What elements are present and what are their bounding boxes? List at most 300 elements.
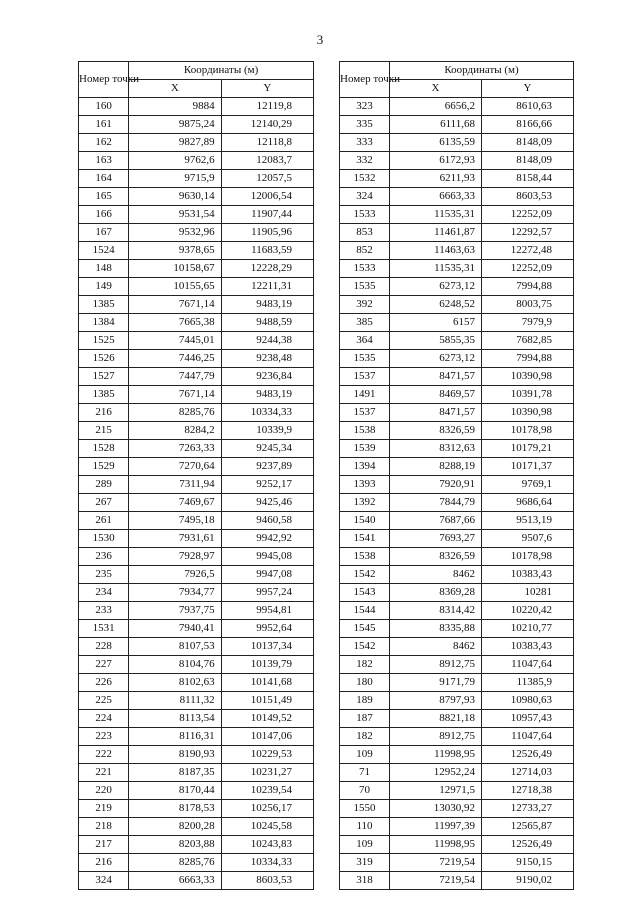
x-coordinate-cell: 12952,24: [390, 764, 482, 782]
y-coordinate-cell: 12006,54: [221, 188, 313, 206]
y-coordinate-cell: 12526,49: [482, 836, 574, 854]
point-number-cell: 110: [340, 818, 390, 836]
y-coordinate-cell: 9244,38: [221, 332, 313, 350]
table-row: [79, 422, 314, 440]
x-coordinate-cell: 7934,77: [129, 584, 221, 602]
point-number-cell: 165: [79, 188, 129, 206]
y-coordinate-cell: 9483,19: [221, 296, 313, 314]
y-coordinate-cell: 10281: [482, 584, 574, 602]
x-coordinate-cell: 6656,2: [390, 98, 482, 116]
y-coordinate-cell: 10391,78: [482, 386, 574, 404]
point-number-cell: 164: [79, 170, 129, 188]
x-coordinate-cell: 8288,19: [390, 458, 482, 476]
table-row: [340, 494, 574, 512]
y-coordinate-cell: 9150,15: [482, 854, 574, 872]
point-number-cell: 1526: [79, 350, 129, 368]
point-number-cell: 324: [340, 188, 390, 206]
y-coordinate-cell: 12083,7: [221, 152, 313, 170]
x-coordinate-cell: 8203,88: [129, 836, 221, 854]
x-coordinate-cell: 8335,88: [390, 620, 482, 638]
x-coordinate-cell: 8912,75: [390, 656, 482, 674]
point-number-cell: 226: [79, 674, 129, 692]
table-row: [340, 170, 574, 188]
table-row: [340, 638, 574, 656]
x-coordinate-cell: 8285,76: [129, 404, 221, 422]
x-coordinate-cell: 6135,59: [390, 134, 482, 152]
coordinates-table-right: [339, 61, 574, 890]
y-coordinate-cell: 10151,49: [221, 692, 313, 710]
table-row: [79, 188, 314, 206]
point-number-cell: 1535: [340, 350, 390, 368]
x-coordinate-cell: 7311,94: [129, 476, 221, 494]
table-row: [79, 206, 314, 224]
x-coordinate-cell: 8116,31: [129, 728, 221, 746]
x-coordinate-cell: 8462: [390, 566, 482, 584]
y-coordinate-cell: 10210,77: [482, 620, 574, 638]
x-coordinate-cell: 8170,44: [129, 782, 221, 800]
table-row: [79, 314, 314, 332]
y-coordinate-cell: 9483,19: [221, 386, 313, 404]
point-number-cell: 1385: [79, 296, 129, 314]
x-coordinate-cell: 8821,18: [390, 710, 482, 728]
table-row: [340, 458, 574, 476]
point-number-cell: 223: [79, 728, 129, 746]
table-row: [79, 260, 314, 278]
y-coordinate-cell: 12228,29: [221, 260, 313, 278]
table-row: [340, 224, 574, 242]
y-coordinate-cell: 12526,49: [482, 746, 574, 764]
table-row: [340, 296, 574, 314]
point-number-cell: 364: [340, 332, 390, 350]
point-number-cell: 180: [340, 674, 390, 692]
point-number-cell: 324: [79, 872, 129, 890]
x-coordinate-cell: 7263,33: [129, 440, 221, 458]
table-row: [79, 278, 314, 296]
y-coordinate-cell: 10141,68: [221, 674, 313, 692]
y-coordinate-cell: 10339,9: [221, 422, 313, 440]
x-coordinate-cell: 10158,67: [129, 260, 221, 278]
table-row: [340, 656, 574, 674]
y-coordinate-cell: 10149,52: [221, 710, 313, 728]
point-number-cell: 1529: [79, 458, 129, 476]
point-number-cell: 323: [340, 98, 390, 116]
y-coordinate-cell: 10383,43: [482, 638, 574, 656]
y-coordinate-cell: 12292,57: [482, 224, 574, 242]
y-coordinate-cell: 10229,53: [221, 746, 313, 764]
y-coordinate-cell: 12565,87: [482, 818, 574, 836]
y-coordinate-cell: 12057,5: [221, 170, 313, 188]
table-row: [340, 476, 574, 494]
x-coordinate-cell: 9532,96: [129, 224, 221, 242]
x-coordinate-cell: 9531,54: [129, 206, 221, 224]
point-number-cell: 182: [340, 728, 390, 746]
table-row: [79, 710, 314, 728]
x-coordinate-cell: 13030,92: [390, 800, 482, 818]
y-coordinate-cell: 9952,64: [221, 620, 313, 638]
y-coordinate-cell: 7994,88: [482, 350, 574, 368]
table-row: [79, 368, 314, 386]
x-coordinate-cell: 6111,68: [390, 116, 482, 134]
x-coordinate-cell: 8200,28: [129, 818, 221, 836]
point-number-cell: 1545: [340, 620, 390, 638]
table-row: [79, 620, 314, 638]
point-number-cell: 162: [79, 134, 129, 152]
point-number-cell: 1538: [340, 548, 390, 566]
point-number-cell: 215: [79, 422, 129, 440]
y-coordinate-cell: 8610,63: [482, 98, 574, 116]
y-coordinate-cell: 9954,81: [221, 602, 313, 620]
y-coordinate-cell: 9686,64: [482, 494, 574, 512]
y-coordinate-cell: 9460,58: [221, 512, 313, 530]
table-row: [79, 116, 314, 134]
table-row: [340, 260, 574, 278]
table-row: [79, 170, 314, 188]
x-coordinate-cell: 6172,93: [390, 152, 482, 170]
y-coordinate-cell: 7994,88: [482, 278, 574, 296]
table-row: [79, 818, 314, 836]
x-coordinate-cell: 8111,32: [129, 692, 221, 710]
table-row: [79, 638, 314, 656]
x-coordinate-cell: 6663,33: [390, 188, 482, 206]
y-coordinate-cell: 10178,98: [482, 548, 574, 566]
table-row: [79, 530, 314, 548]
x-coordinate-cell: 11535,31: [390, 206, 482, 224]
x-coordinate-cell: 7665,38: [129, 314, 221, 332]
point-number-cell: 233: [79, 602, 129, 620]
point-number-cell: 160: [79, 98, 129, 116]
point-number-cell: 319: [340, 854, 390, 872]
x-coordinate-cell: 8178,53: [129, 800, 221, 818]
table-row: [79, 746, 314, 764]
header-x: X: [390, 80, 482, 98]
point-number-cell: 216: [79, 404, 129, 422]
x-coordinate-cell: 11535,31: [390, 260, 482, 278]
point-number-cell: 1531: [79, 620, 129, 638]
y-coordinate-cell: 9513,19: [482, 512, 574, 530]
point-number-cell: 1538: [340, 422, 390, 440]
point-number-cell: 221: [79, 764, 129, 782]
y-coordinate-cell: 12252,09: [482, 260, 574, 278]
header-point-number: Номер точки: [340, 62, 390, 98]
x-coordinate-cell: 7469,67: [129, 494, 221, 512]
table-row: [79, 476, 314, 494]
table-row: [340, 710, 574, 728]
table-row: [79, 386, 314, 404]
table-row: [79, 98, 314, 116]
point-number-cell: 1394: [340, 458, 390, 476]
table-row: [340, 116, 574, 134]
header-point-number: Номер точки: [79, 62, 129, 98]
table-row: [79, 242, 314, 260]
y-coordinate-cell: 10171,37: [482, 458, 574, 476]
point-number-cell: 318: [340, 872, 390, 890]
y-coordinate-cell: 12714,03: [482, 764, 574, 782]
x-coordinate-cell: 8104,76: [129, 656, 221, 674]
x-coordinate-cell: 7928,97: [129, 548, 221, 566]
table-row: [340, 728, 574, 746]
y-coordinate-cell: 10220,42: [482, 602, 574, 620]
y-coordinate-cell: 10243,83: [221, 836, 313, 854]
point-number-cell: 167: [79, 224, 129, 242]
x-coordinate-cell: 8471,57: [390, 368, 482, 386]
y-coordinate-cell: 12252,09: [482, 206, 574, 224]
table-row: [79, 674, 314, 692]
table-row: [79, 872, 314, 890]
x-coordinate-cell: 11463,63: [390, 242, 482, 260]
table-row: [79, 656, 314, 674]
y-coordinate-cell: 9945,08: [221, 548, 313, 566]
y-coordinate-cell: 10137,34: [221, 638, 313, 656]
point-number-cell: 109: [340, 746, 390, 764]
point-number-cell: 333: [340, 134, 390, 152]
point-number-cell: 261: [79, 512, 129, 530]
table-row: [340, 764, 574, 782]
table-row: [79, 566, 314, 584]
point-number-cell: 163: [79, 152, 129, 170]
point-number-cell: 392: [340, 296, 390, 314]
point-number-cell: 219: [79, 800, 129, 818]
x-coordinate-cell: 7931,61: [129, 530, 221, 548]
x-coordinate-cell: 8797,93: [390, 692, 482, 710]
y-coordinate-cell: 9252,17: [221, 476, 313, 494]
x-coordinate-cell: 12971,5: [390, 782, 482, 800]
table-row: [340, 422, 574, 440]
point-number-cell: 1542: [340, 638, 390, 656]
x-coordinate-cell: 9171,79: [390, 674, 482, 692]
table-row: [340, 206, 574, 224]
table-row: [79, 728, 314, 746]
y-coordinate-cell: 8603,53: [482, 188, 574, 206]
y-coordinate-cell: 8148,09: [482, 134, 574, 152]
table-row: [79, 800, 314, 818]
table-row: [340, 872, 574, 890]
point-number-cell: 1550: [340, 800, 390, 818]
y-coordinate-cell: 9236,84: [221, 368, 313, 386]
y-coordinate-cell: 9942,92: [221, 530, 313, 548]
point-number-cell: 161: [79, 116, 129, 134]
point-number-cell: 1535: [340, 278, 390, 296]
y-coordinate-cell: 10147,06: [221, 728, 313, 746]
point-number-cell: 1530: [79, 530, 129, 548]
table-row: [79, 854, 314, 872]
y-coordinate-cell: 12733,27: [482, 800, 574, 818]
point-number-cell: 1525: [79, 332, 129, 350]
x-coordinate-cell: 7270,64: [129, 458, 221, 476]
x-coordinate-cell: 6663,33: [129, 872, 221, 890]
table-row: [340, 278, 574, 296]
y-coordinate-cell: 7979,9: [482, 314, 574, 332]
x-coordinate-cell: 8471,57: [390, 404, 482, 422]
y-coordinate-cell: 12211,31: [221, 278, 313, 296]
y-coordinate-cell: 8166,66: [482, 116, 574, 134]
x-coordinate-cell: 9827,89: [129, 134, 221, 152]
point-number-cell: 1527: [79, 368, 129, 386]
y-coordinate-cell: 9957,24: [221, 584, 313, 602]
table-row: [79, 224, 314, 242]
point-number-cell: 149: [79, 278, 129, 296]
table-row: [79, 494, 314, 512]
point-number-cell: 289: [79, 476, 129, 494]
y-coordinate-cell: 9190,02: [482, 872, 574, 890]
x-coordinate-cell: 5855,35: [390, 332, 482, 350]
table-row: [79, 332, 314, 350]
x-coordinate-cell: 7671,14: [129, 296, 221, 314]
y-coordinate-cell: 12272,48: [482, 242, 574, 260]
point-number-cell: 1532: [340, 170, 390, 188]
point-number-cell: 216: [79, 854, 129, 872]
header-y: Y: [221, 80, 313, 98]
y-coordinate-cell: 9425,46: [221, 494, 313, 512]
x-coordinate-cell: 7446,25: [129, 350, 221, 368]
table-row: [340, 98, 574, 116]
table-row: [79, 458, 314, 476]
y-coordinate-cell: 12718,38: [482, 782, 574, 800]
x-coordinate-cell: 7687,66: [390, 512, 482, 530]
y-coordinate-cell: 9769,1: [482, 476, 574, 494]
y-coordinate-cell: 12119,8: [221, 98, 313, 116]
x-coordinate-cell: 11461,87: [390, 224, 482, 242]
table-row: [79, 404, 314, 422]
table-row: [340, 350, 574, 368]
y-coordinate-cell: 8003,75: [482, 296, 574, 314]
x-coordinate-cell: 8912,75: [390, 728, 482, 746]
point-number-cell: 148: [79, 260, 129, 278]
x-coordinate-cell: 7693,27: [390, 530, 482, 548]
table-row: [340, 332, 574, 350]
point-number-cell: 225: [79, 692, 129, 710]
table-row: [340, 548, 574, 566]
x-coordinate-cell: 7937,75: [129, 602, 221, 620]
x-coordinate-cell: 9630,14: [129, 188, 221, 206]
point-number-cell: 1543: [340, 584, 390, 602]
point-number-cell: 235: [79, 566, 129, 584]
x-coordinate-cell: 8285,76: [129, 854, 221, 872]
point-number-cell: 1491: [340, 386, 390, 404]
header-coordinates: Координаты (м): [129, 62, 314, 80]
y-coordinate-cell: 10239,54: [221, 782, 313, 800]
table-row: [340, 530, 574, 548]
x-coordinate-cell: 9378,65: [129, 242, 221, 260]
y-coordinate-cell: 8148,09: [482, 152, 574, 170]
x-coordinate-cell: 8113,54: [129, 710, 221, 728]
table-row: [340, 854, 574, 872]
table-row: [79, 152, 314, 170]
point-number-cell: 1528: [79, 440, 129, 458]
x-coordinate-cell: 8326,59: [390, 548, 482, 566]
point-number-cell: 227: [79, 656, 129, 674]
point-number-cell: 335: [340, 116, 390, 134]
point-number-cell: 267: [79, 494, 129, 512]
point-number-cell: 220: [79, 782, 129, 800]
table-row: [340, 134, 574, 152]
y-coordinate-cell: 11905,96: [221, 224, 313, 242]
x-coordinate-cell: 6248,52: [390, 296, 482, 314]
point-number-cell: 853: [340, 224, 390, 242]
x-coordinate-cell: 7940,41: [129, 620, 221, 638]
coordinates-table-left: [78, 61, 314, 890]
table-row: [340, 782, 574, 800]
point-number-cell: 218: [79, 818, 129, 836]
y-coordinate-cell: 10383,43: [482, 566, 574, 584]
x-coordinate-cell: 6273,12: [390, 350, 482, 368]
point-number-cell: 222: [79, 746, 129, 764]
x-coordinate-cell: 9762,6: [129, 152, 221, 170]
x-coordinate-cell: 8284,2: [129, 422, 221, 440]
x-coordinate-cell: 8326,59: [390, 422, 482, 440]
point-number-cell: 109: [340, 836, 390, 854]
y-coordinate-cell: 10957,43: [482, 710, 574, 728]
x-coordinate-cell: 8314,42: [390, 602, 482, 620]
point-number-cell: 1542: [340, 566, 390, 584]
table-row: [340, 386, 574, 404]
point-number-cell: 1393: [340, 476, 390, 494]
y-coordinate-cell: 10334,33: [221, 854, 313, 872]
table-row: [340, 620, 574, 638]
point-number-cell: 1385: [79, 386, 129, 404]
table-row: [340, 242, 574, 260]
x-coordinate-cell: 7671,14: [129, 386, 221, 404]
x-coordinate-cell: 8107,53: [129, 638, 221, 656]
y-coordinate-cell: 11047,64: [482, 728, 574, 746]
x-coordinate-cell: 8187,35: [129, 764, 221, 782]
table-row: [79, 350, 314, 368]
point-number-cell: 1539: [340, 440, 390, 458]
table-row: [340, 152, 574, 170]
point-number-cell: 189: [340, 692, 390, 710]
point-number-cell: 1392: [340, 494, 390, 512]
table-row: [340, 746, 574, 764]
point-number-cell: 1524: [79, 242, 129, 260]
x-coordinate-cell: 8469,57: [390, 386, 482, 404]
table-row: [79, 836, 314, 854]
y-coordinate-cell: 11047,64: [482, 656, 574, 674]
header-x: X: [129, 80, 221, 98]
x-coordinate-cell: 9884: [129, 98, 221, 116]
point-number-cell: 70: [340, 782, 390, 800]
y-coordinate-cell: 10231,27: [221, 764, 313, 782]
table-row: [79, 584, 314, 602]
y-coordinate-cell: 10390,98: [482, 368, 574, 386]
table-row: [340, 566, 574, 584]
y-coordinate-cell: 10245,58: [221, 818, 313, 836]
header-y: Y: [482, 80, 574, 98]
table-row: [340, 602, 574, 620]
y-coordinate-cell: 10178,98: [482, 422, 574, 440]
x-coordinate-cell: 10155,65: [129, 278, 221, 296]
table-row: [340, 692, 574, 710]
x-coordinate-cell: 7926,5: [129, 566, 221, 584]
x-coordinate-cell: 7495,18: [129, 512, 221, 530]
table-row: [340, 188, 574, 206]
point-number-cell: 1384: [79, 314, 129, 332]
table-row: [79, 764, 314, 782]
x-coordinate-cell: 8369,28: [390, 584, 482, 602]
table-row: [79, 782, 314, 800]
x-coordinate-cell: 11997,39: [390, 818, 482, 836]
y-coordinate-cell: 12118,8: [221, 134, 313, 152]
point-number-cell: 228: [79, 638, 129, 656]
y-coordinate-cell: 8158,44: [482, 170, 574, 188]
x-coordinate-cell: 8102,63: [129, 674, 221, 692]
table-row: [340, 674, 574, 692]
point-number-cell: 1541: [340, 530, 390, 548]
x-coordinate-cell: 7447,79: [129, 368, 221, 386]
y-coordinate-cell: 9947,08: [221, 566, 313, 584]
y-coordinate-cell: 9245,34: [221, 440, 313, 458]
point-number-cell: 166: [79, 206, 129, 224]
y-coordinate-cell: 9488,59: [221, 314, 313, 332]
point-number-cell: 1533: [340, 260, 390, 278]
